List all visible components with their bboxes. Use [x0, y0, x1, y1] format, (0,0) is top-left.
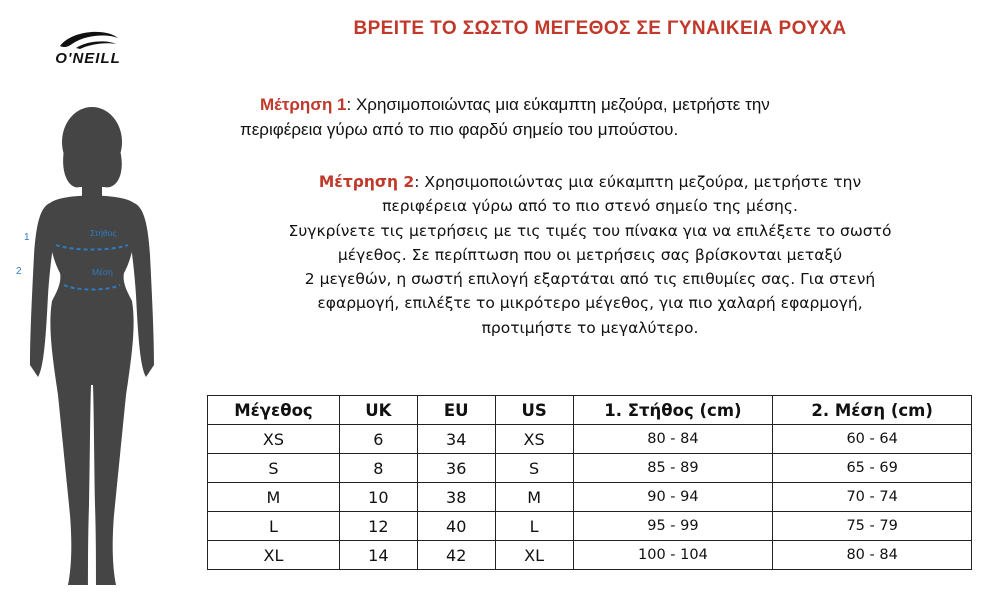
cell-uk: 10 — [339, 483, 417, 512]
cell-us: L — [495, 512, 573, 541]
measurement-2-line-7: προτιμήστε το μεγαλύτερο. — [481, 318, 699, 337]
measurement-2-line-4: μέγεθος. Σε περίπτωση που οι μετρήσεις σας βρίσκονται μεταξύ — [337, 245, 843, 264]
measurement-1-line-1: : Χρησιμοποιώντας μια εύκαμπτη μεζούρα, μετρήστε την — [346, 95, 770, 114]
cell-eu: 34 — [417, 425, 495, 454]
measurement-2-line-1: : Χρησιμοποιώντας μια εύκαμπτη μεζούρα, μετρήστε την — [414, 173, 862, 191]
cell-size: L — [208, 512, 340, 541]
header-eu: EU — [417, 396, 495, 425]
page-title: ΒΡΕΙΤΕ ΤΟ ΣΩΣΤΟ ΜΕΓΕΘΟΣ ΣΕ ΓΥΝΑΙΚΕΙΑ ΡΟΥΧΑ — [353, 18, 847, 39]
cell-waist: 70 - 74 — [773, 483, 972, 512]
table-header-row — [208, 396, 972, 425]
cell-uk: 14 — [339, 541, 417, 570]
cell-uk: 12 — [339, 512, 417, 541]
size-table — [207, 395, 972, 570]
measurement-2-line-2: περιφέρεια γύρω από το πιο στενό σημείο της μέσης. — [382, 197, 798, 216]
cell-chest: 100 - 104 — [573, 541, 773, 570]
cell-size: XL — [208, 541, 340, 570]
marker-1-number: 1 — [24, 232, 30, 243]
measurement-2-text — [200, 170, 980, 340]
cell-chest: 85 - 89 — [573, 454, 773, 483]
measurement-2-line-6: εφαρμογή, επιλέξτε το μικρότερο μέγεθος, για πιο χαλαρή εφαρμογή, — [317, 294, 863, 313]
header-chest: 1. Στήθος (cm) — [573, 396, 773, 425]
table-row — [208, 425, 972, 454]
cell-eu: 42 — [417, 541, 495, 570]
table-row — [208, 454, 972, 483]
header-uk: UK — [339, 396, 417, 425]
body-silhouette — [0, 95, 200, 593]
cell-waist: 80 - 84 — [773, 541, 972, 570]
cell-eu: 40 — [417, 512, 495, 541]
measurement-1-text — [240, 92, 960, 142]
table-row — [208, 512, 972, 541]
cell-waist: 60 - 64 — [773, 425, 972, 454]
header-waist: 2. Μέση (cm) — [773, 396, 972, 425]
table-row — [208, 483, 972, 512]
cell-us: XL — [495, 541, 573, 570]
cell-chest: 95 - 99 — [573, 512, 773, 541]
cell-eu: 36 — [417, 454, 495, 483]
cell-eu: 38 — [417, 483, 495, 512]
header-us: US — [495, 396, 573, 425]
brand-logo — [28, 28, 148, 72]
cell-size: XS — [208, 425, 340, 454]
table-row — [208, 541, 972, 570]
cell-uk: 8 — [339, 454, 417, 483]
cell-uk: 6 — [339, 425, 417, 454]
measurement-2-line-5: 2 μεγεθών, η σωστή επιλογή εξαρτάται από τις επιθυμίες σας. Για στενή — [304, 270, 876, 289]
cell-size: S — [208, 454, 340, 483]
cell-us: S — [495, 454, 573, 483]
cell-us: XS — [495, 425, 573, 454]
header-size: Μέγεθος — [208, 396, 340, 425]
measurement-2-label: Μέτρηση 2 — [318, 173, 415, 191]
cell-waist: 65 - 69 — [773, 454, 972, 483]
wave-logo-icon — [28, 28, 148, 52]
measurement-1-line-2: περιφέρεια γύρω από το πιο φαρδύ σημείο του μπούστου. — [240, 120, 679, 139]
cell-waist: 75 - 79 — [773, 512, 972, 541]
cell-chest: 90 - 94 — [573, 483, 773, 512]
measurement-1-label: Μέτρηση 1 — [260, 95, 347, 114]
marker-2-number: 2 — [16, 266, 22, 277]
cell-size: M — [208, 483, 340, 512]
brand-name: O'NEILL — [55, 50, 121, 67]
marker-1-label: Στήθος — [90, 228, 117, 238]
marker-2-label: Μέση — [92, 267, 113, 277]
cell-chest: 80 - 84 — [573, 425, 773, 454]
cell-us: M — [495, 483, 573, 512]
measurement-2-line-3: Συγκρίνετε τις μετρήσεις με τις τιμές του πίνακα για να επιλέξετε το σωστό — [288, 221, 892, 240]
